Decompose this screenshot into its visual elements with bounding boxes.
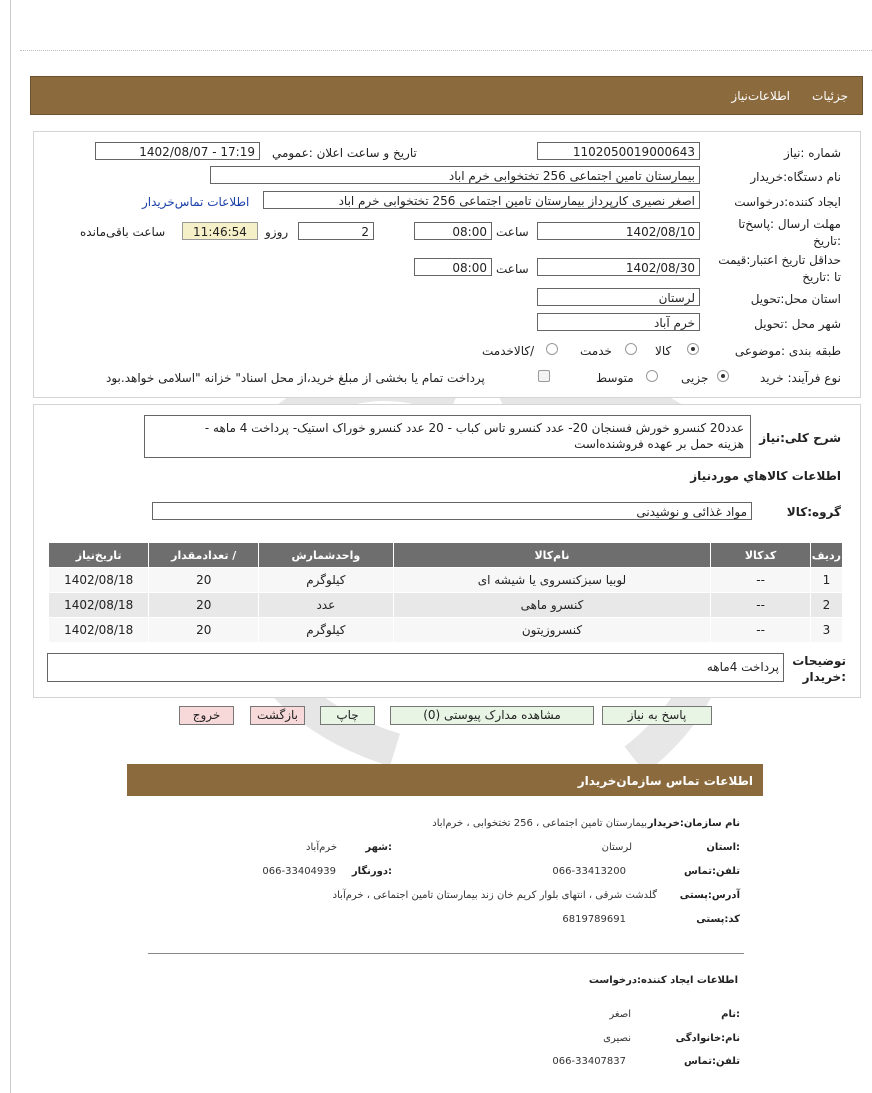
reply-button[interactable]: پاسخ به نیاز bbox=[602, 706, 712, 725]
creator-field: اصغر نصیری کارپرداز بیمارستان تامین اجتماعی 256 تختخوابی خرم اباد bbox=[263, 191, 700, 209]
deadline-time-field: 08:00 bbox=[414, 222, 492, 240]
goods-table-grid bbox=[48, 542, 843, 643]
col-header-code: کدکالا bbox=[711, 543, 809, 567]
creator-phone-label: تلفن:تماس bbox=[683, 1056, 740, 1067]
row-no-cell: 2 bbox=[811, 593, 842, 617]
date-cell: 1402/08/18 bbox=[49, 618, 148, 642]
deadline-hour-label: ساعت bbox=[496, 225, 529, 239]
summary-label: شرح کلی:نیاز bbox=[759, 431, 841, 445]
org-name-value: بیمارستان تامین اجتماعی ، 256 تختخوابی ، خرم‌اباد bbox=[432, 818, 647, 829]
category-option-goods-service: /کالاخدمت bbox=[482, 344, 535, 358]
col-header-unit: واحدشمارش bbox=[259, 543, 392, 567]
days-label: روزو bbox=[265, 225, 289, 239]
buyer-contact-link[interactable]: اطلاعات تماس‌خریدار bbox=[142, 195, 250, 209]
creator-name-value: اصغر bbox=[609, 1009, 631, 1020]
col-header-date: تاریخ‌نیاز bbox=[49, 543, 148, 567]
buyer-notes-label-2: :خریدار bbox=[802, 670, 846, 684]
process-type-label: نوع فرآیند: خرید bbox=[760, 371, 841, 385]
summary-field bbox=[144, 415, 751, 458]
date-cell: 1402/08/18 bbox=[49, 593, 148, 617]
goods-group-label: گروه:کالا bbox=[786, 505, 841, 519]
org-name-label: نام سازمان:خریدار bbox=[647, 818, 740, 829]
city-label: شهر محل :تحویل bbox=[754, 317, 841, 331]
postal-code-label: کد:پستی bbox=[696, 914, 740, 925]
name-cell: لوبیا سبزکنسروی یا شیشه ای bbox=[394, 568, 711, 592]
tab-details[interactable]: جزئیات bbox=[812, 89, 848, 103]
creator-label: ایجاد کننده:درخواست bbox=[734, 195, 841, 209]
col-header-row-no: ردیف bbox=[811, 543, 842, 567]
process-radio-minor[interactable] bbox=[717, 370, 729, 382]
treasury-payment-checkbox[interactable] bbox=[538, 370, 550, 382]
goods-info-heading: اطلاعات کالاهاي موردنیاز bbox=[690, 469, 841, 483]
city-contact-value: خرم‌آباد bbox=[306, 842, 337, 853]
price-validity-date-field: 1402/08/30 bbox=[537, 258, 700, 276]
province-contact-value: لرستان bbox=[601, 842, 632, 853]
need-number-field: 1102050019000643 bbox=[537, 142, 700, 160]
category-radio-goods[interactable] bbox=[687, 343, 699, 355]
treasury-payment-note: پرداخت تمام یا بخشی از مبلغ خرید،از محل اسناد" خزانه "اسلامی خواهد.بود bbox=[106, 371, 485, 385]
name-cell: کنسرو ماهی bbox=[394, 593, 711, 617]
fax-value: 066-33404939 bbox=[262, 866, 336, 877]
view-attachments-button[interactable]: مشاهده مدارک پیوستی (0) bbox=[390, 706, 594, 725]
phone-value: 066-33413200 bbox=[552, 866, 626, 877]
qty-cell: 20 bbox=[149, 568, 258, 592]
remaining-label: ساعت باقی‌مانده bbox=[80, 225, 166, 239]
table-row bbox=[49, 618, 842, 642]
city-field: خرم آباد bbox=[537, 313, 700, 331]
remaining-timer: 11:46:54 bbox=[182, 222, 258, 240]
process-radio-medium[interactable] bbox=[646, 370, 658, 382]
category-radio-service[interactable] bbox=[625, 343, 637, 355]
province-label: استان محل:تحویل bbox=[750, 292, 841, 306]
phone-label: تلفن:تماس bbox=[683, 866, 740, 877]
announce-datetime-field: 1402/08/07 - 17:19 bbox=[95, 142, 260, 160]
code-cell: -- bbox=[711, 618, 809, 642]
table-row bbox=[49, 593, 842, 617]
buyer-notes-label: توضیحات bbox=[792, 654, 846, 668]
creator-phone-value: 066-33407837 bbox=[552, 1056, 626, 1067]
province-field: لرستان bbox=[537, 288, 700, 306]
unit-cell: کیلوگرم bbox=[259, 618, 392, 642]
print-button[interactable]: چاپ bbox=[320, 706, 375, 725]
price-hour-label: ساعت bbox=[496, 262, 529, 276]
unit-cell: کیلوگرم bbox=[259, 568, 392, 592]
fax-label: :دورنگار bbox=[351, 866, 392, 877]
need-number-label: شماره :نیاز bbox=[784, 146, 841, 160]
city-contact-label: :شهر bbox=[365, 842, 392, 853]
name-cell: کنسروزیتون bbox=[394, 618, 711, 642]
buyer-contact-title: اطلاعات تماس سازمان‌خریدار bbox=[577, 774, 753, 788]
category-label: طبقه بندی :موضوعی bbox=[734, 344, 841, 358]
table-header-row bbox=[49, 543, 842, 567]
address-label: آدرس:پستی bbox=[679, 890, 740, 901]
category-option-goods: کالا bbox=[655, 344, 672, 358]
price-validity-label-date: تا :تاریخ bbox=[802, 270, 841, 284]
buyer-notes-field: پرداخت 4ماهه bbox=[47, 653, 784, 682]
page-left-border bbox=[10, 0, 11, 1093]
buyer-org-field: بیمارستان تامین اجتماعی 256 تختخوابی خرم اباد bbox=[210, 166, 700, 184]
goods-table bbox=[48, 542, 843, 643]
unit-cell: عدد bbox=[259, 593, 392, 617]
category-option-service: خدمت bbox=[580, 344, 612, 358]
province-contact-label: :استان bbox=[706, 842, 740, 853]
code-cell: -- bbox=[711, 593, 809, 617]
buyer-contact-header bbox=[127, 764, 763, 796]
postal-code-value: 6819789691 bbox=[562, 914, 626, 925]
deadline-label-date: :تاریخ bbox=[813, 234, 841, 248]
creator-family-label: نام:خانوادگی bbox=[675, 1033, 740, 1044]
deadline-date-field: 1402/08/10 bbox=[537, 222, 700, 240]
summary-line-1: عدد20 کنسرو خورش فسنجان 20- عدد کنسرو تاس کباب - 20 عدد کنسرو خوراک استیک- پرداخت 4 ماهه - bbox=[204, 421, 744, 435]
address-value: گلدشت شرقی ، انتهای بلوار کریم خان زند بیمارستان تامین اجتماعی ، خرم‌آباد bbox=[332, 890, 657, 901]
qty-cell: 20 bbox=[149, 593, 258, 617]
creator-family-value: نصیری bbox=[603, 1033, 631, 1044]
exit-button[interactable]: خروج bbox=[179, 706, 234, 725]
summary-line-2: هزینه حمل بر عهده فروشنده‌است bbox=[574, 437, 744, 451]
back-button[interactable]: بازگشت bbox=[250, 706, 305, 725]
announce-label: تاریخ و ساعت اعلان :عمومي bbox=[272, 146, 417, 160]
date-cell: 1402/08/18 bbox=[49, 568, 148, 592]
price-validity-label: حداقل تاریخ اعتبار:قیمت bbox=[718, 253, 841, 267]
col-header-name: نام‌کالا bbox=[394, 543, 711, 567]
creator-info-title: اطلاعات ایجاد کننده:درخواست bbox=[588, 975, 738, 986]
price-validity-time-field: 08:00 bbox=[414, 258, 492, 276]
row-no-cell: 3 bbox=[811, 618, 842, 642]
qty-cell: 20 bbox=[149, 618, 258, 642]
col-header-qty: / تعدادمقدار bbox=[149, 543, 258, 567]
category-radio-goods-service[interactable] bbox=[546, 343, 558, 355]
creator-name-label: :نام bbox=[721, 1009, 740, 1020]
days-field: 2 bbox=[298, 222, 374, 240]
code-cell: -- bbox=[711, 568, 809, 592]
row-no-cell: 1 bbox=[811, 568, 842, 592]
tab-need-info[interactable]: اطلاعات‌نیاز bbox=[731, 89, 790, 103]
section-divider bbox=[148, 953, 744, 954]
table-row bbox=[49, 568, 842, 592]
process-option-minor: جزیی bbox=[681, 371, 709, 385]
goods-group-field: مواد غذائی و نوشیدنی bbox=[152, 502, 752, 520]
process-option-medium: متوسط bbox=[596, 371, 634, 385]
deadline-label: مهلت ارسال :پاسخ‌تا bbox=[738, 217, 841, 231]
page-header-bar bbox=[30, 76, 863, 115]
top-divider bbox=[20, 50, 872, 51]
buyer-org-label: نام دستگاه:خریدار bbox=[750, 170, 841, 184]
